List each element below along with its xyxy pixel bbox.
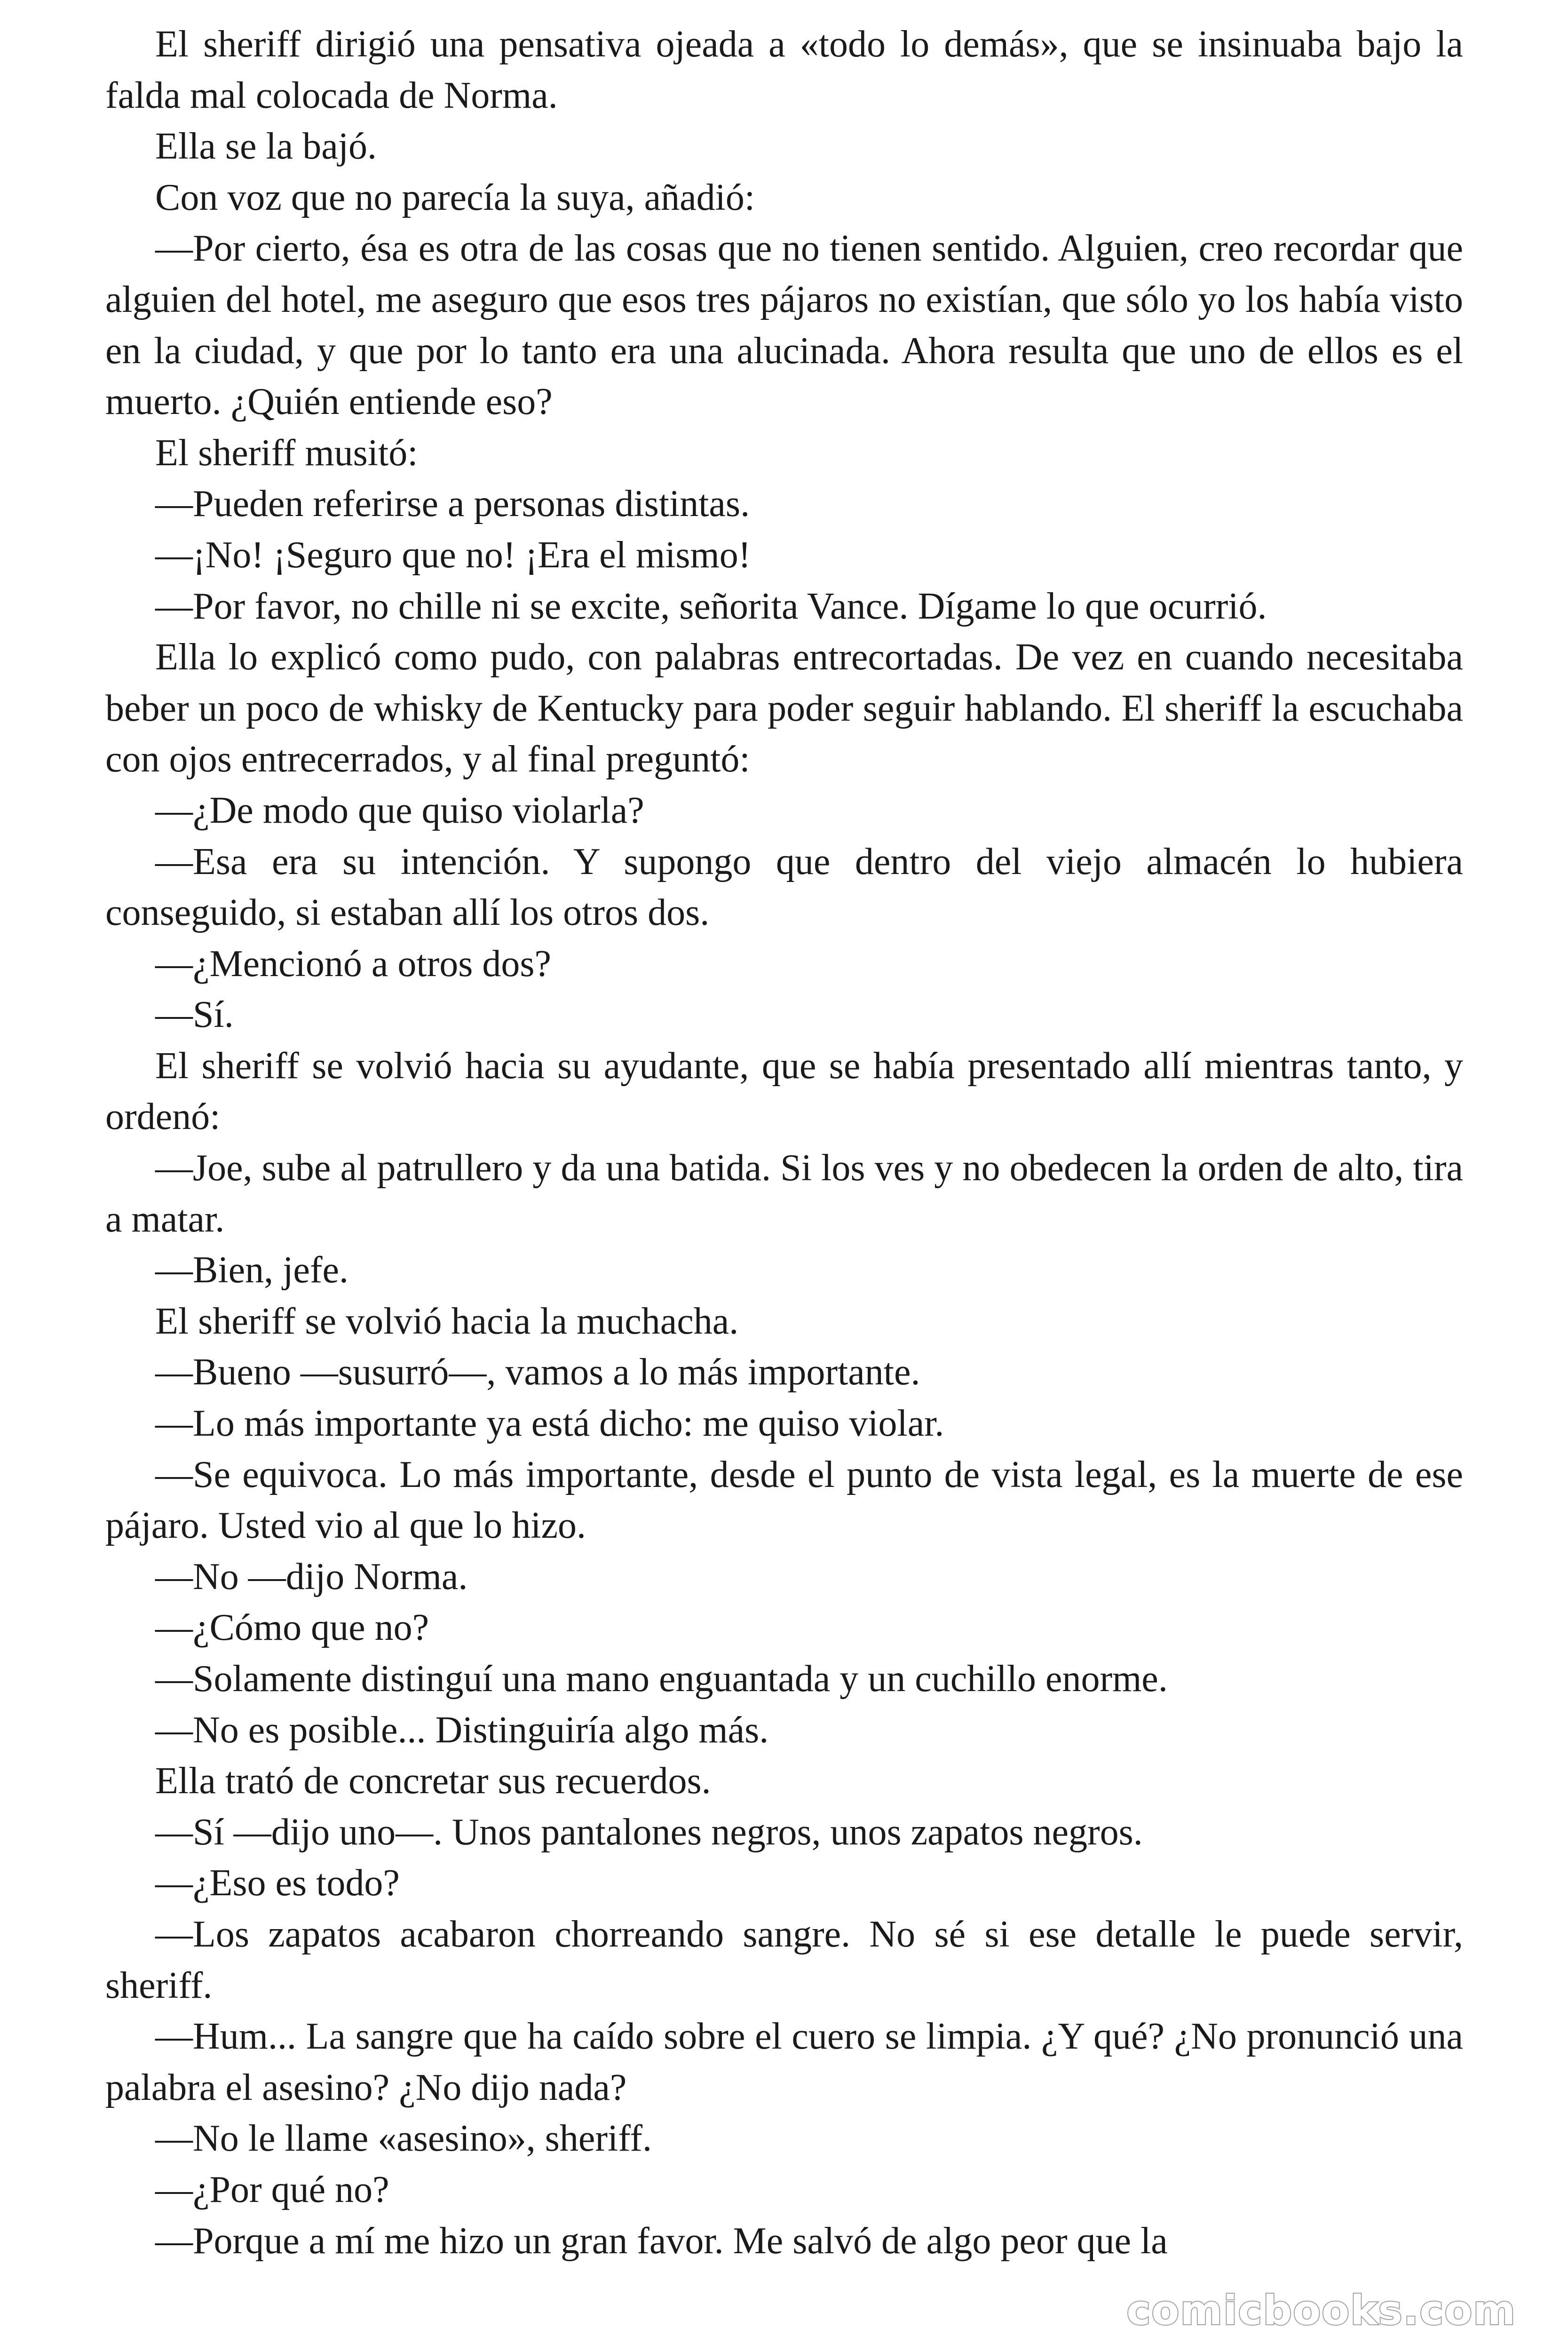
paragraph: —No le llame «asesino», sheriff. [155,2118,652,2160]
paragraph: —Hum... La sangre que ha caído sobre el cuero se limpia. ¿Y qué? ¿No pronunció una palabra el asesino? ¿No dijo nada? [105,2016,1463,2108]
paragraph: —Esa era su intención. Y supongo que dentro del viejo almacén lo hubiera conseguido, si estaban allí los otros dos. [105,841,1463,934]
paragraph: El sheriff musitó: [155,432,418,474]
paragraph: —Lo más importante ya está dicho: me quiso violar. [155,1403,944,1445]
paragraph: —Bueno —susurró—, vamos a lo más importante. [155,1351,920,1393]
paragraph: El sheriff se volvió hacia la muchacha. [155,1300,739,1342]
paragraph: —¿Por qué no? [155,2169,389,2210]
paragraph: —Joe, sube al patrullero y da una batida. Si los ves y no obedecen la orden de alto, tira a matar. [105,1147,1463,1240]
paragraph: —Pueden referirse a personas distintas. [155,483,750,525]
paragraph: —¿De modo que quiso violarla? [155,789,644,831]
paragraph: El sheriff se volvió hacia su ayudante, que se había presentado allí mientras tanto, y ordenó: [105,1045,1463,1138]
paragraph: —Por cierto, ésa es otra de las cosas que no tienen sentido. Alguien, creo recordar que alguien del hotel, me aseguro que esos tres pájaros no existían, que sólo yo los había visto en la ciudad, y que por lo tanto era una alucinada. Ahora resulta que uno de ellos es el muerto. ¿Quién entiende eso? [105,228,1463,423]
watermark: comicbooks.com [1126,2287,1516,2334]
paragraph: —No —dijo Norma. [155,1556,468,1597]
paragraph: —Los zapatos acabaron chorreando sangre. No sé si ese detalle le puede servir, sheriff. [105,1913,1463,2006]
paragraph: —Porque a mí me hizo un gran favor. Me salvó de algo peor que la [155,2220,1168,2262]
paragraph: —Se equivoca. Lo más importante, desde el punto de vista legal, es la muerte de ese pájaro. Usted vio al que lo hizo. [105,1454,1463,1547]
book-page [105,19,1463,2266]
paragraph: —Solamente distinguí una mano enguantada y un cuchillo enorme. [155,1658,1168,1700]
paragraph: —¿Eso es todo? [155,1862,400,1904]
paragraph: —Sí. [155,994,234,1036]
paragraph: —¿Cómo que no? [155,1607,429,1649]
paragraph: —Por favor, no chille ni se excite, señorita Vance. Dígame lo que ocurrió. [155,585,1267,627]
paragraph: —No es posible... Distinguiría algo más. [155,1709,769,1751]
paragraph: —¡No! ¡Seguro que no! ¡Era el mismo! [155,534,751,576]
paragraph: Ella trató de concretar sus recuerdos. [155,1760,711,1802]
paragraph: —¿Mencionó a otros dos? [155,943,552,985]
paragraph: Con voz que no parecía la suya, añadió: [155,176,755,218]
paragraph: Ella lo explicó como pudo, con palabras entrecortadas. De vez en cuando necesitaba beber un poco de whisky de Kentucky para poder seguir hablando. El sheriff la escuchaba con ojos entrecerrados, y al final preguntó: [105,636,1463,780]
paragraph: —Bien, jefe. [155,1249,348,1291]
paragraph: Ella se la bajó. [155,126,377,167]
paragraph: —Sí —dijo uno—. Unos pantalones negros, unos zapatos negros. [155,1811,1143,1853]
paragraph: El sheriff dirigió una pensativa ojeada a «todo lo demás», que se insinuaba bajo la falda mal colocada de Norma. [105,24,1463,116]
